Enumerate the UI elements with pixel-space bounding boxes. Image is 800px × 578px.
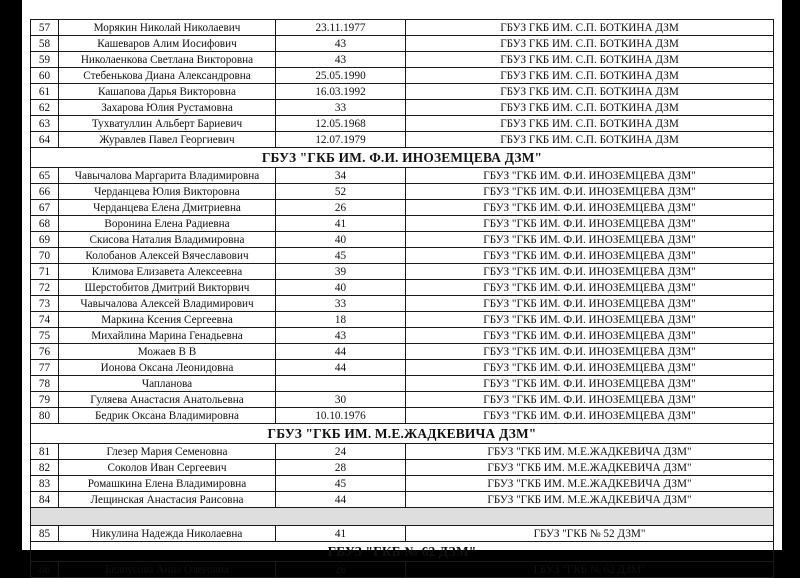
table-row [31, 460, 774, 476]
person-age: 44 [276, 344, 406, 360]
person-name: Морякин Николай Николаевич [59, 20, 276, 36]
person-age: 18 [276, 312, 406, 328]
person-age [276, 376, 406, 392]
row-number: 70 [31, 248, 59, 264]
person-name: Николаенкова Светлана Викторовна [59, 52, 276, 68]
person-name: Ионова Оксана Леонидовна [59, 360, 276, 376]
person-name: Чавычалова Маргарита Владимировна [59, 168, 276, 184]
staff-table [30, 19, 774, 578]
row-number: 73 [31, 296, 59, 312]
person-name: Захарова Юлия Рустамовна [59, 100, 276, 116]
row-number: 84 [31, 492, 59, 508]
person-name: Воронина Елена Радиевна [59, 216, 276, 232]
person-age: 34 [276, 168, 406, 184]
hospital-name: ГБУЗ ГКБ ИМ. С.П. БОТКИНА ДЗМ [406, 36, 774, 52]
row-number: 62 [31, 100, 59, 116]
table-row [31, 312, 774, 328]
person-age: 28 [276, 460, 406, 476]
person-name: Чавычалова Алексей Владимирович [59, 296, 276, 312]
table-row [31, 84, 774, 100]
person-age: 44 [276, 360, 406, 376]
row-number: 66 [31, 184, 59, 200]
person-age: 25.05.1990 [276, 68, 406, 84]
table-row [31, 280, 774, 296]
table-row [31, 408, 774, 424]
row-number: 69 [31, 232, 59, 248]
person-age: 33 [276, 296, 406, 312]
blank-cell [31, 508, 774, 526]
hospital-name: ГБУЗ "ГКБ ИМ. М.Е.ЖАДКЕВИЧА ДЗМ" [406, 460, 774, 476]
table-row [31, 248, 774, 264]
person-name: Гуляева Анастасия Анатольевна [59, 392, 276, 408]
section-title: ГБУЗ "ГКБ ИМ. М.Е.ЖАДКЕВИЧА ДЗМ" [31, 424, 774, 444]
hospital-name: ГБУЗ "ГКБ ИМ. Ф.И. ИНОЗЕМЦЕВА ДЗМ" [406, 360, 774, 376]
person-name: Колобанов Алексей Вячеславович [59, 248, 276, 264]
hospital-name: ГБУЗ ГКБ ИМ. С.П. БОТКИНА ДЗМ [406, 132, 774, 148]
table-row [31, 20, 774, 36]
table-row [31, 444, 774, 460]
row-number: 86 [31, 562, 59, 578]
table-row [31, 52, 774, 68]
person-name: Маркина Ксения Сергеевна [59, 312, 276, 328]
table-row [31, 264, 774, 280]
row-number: 76 [31, 344, 59, 360]
row-number: 59 [31, 52, 59, 68]
hospital-name: ГБУЗ ГКБ ИМ. С.П. БОТКИНА ДЗМ [406, 20, 774, 36]
row-number: 79 [31, 392, 59, 408]
table-row [31, 328, 774, 344]
hospital-name: ГБУЗ "ГКБ ИМ. Ф.И. ИНОЗЕМЦЕВА ДЗМ" [406, 280, 774, 296]
table-row [31, 392, 774, 408]
person-age: 44 [276, 492, 406, 508]
table-row [31, 492, 774, 508]
table-row [31, 200, 774, 216]
hospital-name: ГБУЗ "ГКБ ИМ. М.Е.ЖАДКЕВИЧА ДЗМ" [406, 444, 774, 460]
table-row [31, 116, 774, 132]
person-name: Никулина Надежда Николаевна [59, 526, 276, 542]
hospital-name: ГБУЗ "ГКБ ИМ. Ф.И. ИНОЗЕМЦЕВА ДЗМ" [406, 392, 774, 408]
section-header-row [31, 424, 774, 444]
person-name: Кашеваров Алим Иосифович [59, 36, 276, 52]
row-number: 63 [31, 116, 59, 132]
person-name: Глезер Мария Семеновна [59, 444, 276, 460]
person-age: 26 [276, 200, 406, 216]
person-age: 39 [276, 264, 406, 280]
table-row [31, 132, 774, 148]
section-title: ГБУЗ "ГКБ № 62 ДЗМ" [31, 542, 774, 562]
staff-table-body [31, 20, 774, 578]
document-page [22, 0, 782, 576]
row-number: 78 [31, 376, 59, 392]
table-row [31, 184, 774, 200]
person-age: 40 [276, 232, 406, 248]
person-name: Ромашкина Елена Владимировна [59, 476, 276, 492]
hospital-name: ГБУЗ "ГКБ № 62 ДЗМ" [406, 562, 774, 578]
person-age: 16.03.1992 [276, 84, 406, 100]
hospital-name: ГБУЗ ГКБ ИМ. С.П. БОТКИНА ДЗМ [406, 68, 774, 84]
hospital-name: ГБУЗ ГКБ ИМ. С.П. БОТКИНА ДЗМ [406, 116, 774, 132]
row-number: 83 [31, 476, 59, 492]
person-name: Лещинская Анастасия Раисовна [59, 492, 276, 508]
person-name: Бедрик Оксана Владимировна [59, 408, 276, 424]
hospital-name: ГБУЗ "ГКБ ИМ. М.Е.ЖАДКЕВИЧА ДЗМ" [406, 492, 774, 508]
row-number: 71 [31, 264, 59, 280]
section-header-row [31, 542, 774, 562]
person-age: 43 [276, 52, 406, 68]
hospital-name: ГБУЗ ГКБ ИМ. С.П. БОТКИНА ДЗМ [406, 52, 774, 68]
section-title: ГБУЗ "ГКБ ИМ. Ф.И. ИНОЗЕМЦЕВА ДЗМ" [31, 148, 774, 168]
row-number: 65 [31, 168, 59, 184]
row-number: 80 [31, 408, 59, 424]
row-number: 85 [31, 526, 59, 542]
table-row [31, 232, 774, 248]
table-row [31, 296, 774, 312]
person-name: Журавлев Павел Георгиевич [59, 132, 276, 148]
hospital-name: ГБУЗ "ГКБ ИМ. Ф.И. ИНОЗЕМЦЕВА ДЗМ" [406, 376, 774, 392]
table-row [31, 526, 774, 542]
table-row [31, 344, 774, 360]
person-name: Скисова Наталия Владимировна [59, 232, 276, 248]
person-age: 43 [276, 328, 406, 344]
person-age: 33 [276, 100, 406, 116]
person-name: Черданцева Юлия Викторовна [59, 184, 276, 200]
table-row [31, 360, 774, 376]
hospital-name: ГБУЗ "ГКБ ИМ. Ф.И. ИНОЗЕМЦЕВА ДЗМ" [406, 264, 774, 280]
hospital-name: ГБУЗ "ГКБ ИМ. Ф.И. ИНОЗЕМЦЕВА ДЗМ" [406, 184, 774, 200]
person-age: 26 [276, 562, 406, 578]
table-row [31, 216, 774, 232]
hospital-name: ГБУЗ ГКБ ИМ. С.П. БОТКИНА ДЗМ [406, 100, 774, 116]
table-row [31, 68, 774, 84]
person-age: 43 [276, 36, 406, 52]
hospital-name: ГБУЗ "ГКБ ИМ. М.Е.ЖАДКЕВИЧА ДЗМ" [406, 476, 774, 492]
person-age: 52 [276, 184, 406, 200]
person-age: 41 [276, 526, 406, 542]
row-number: 82 [31, 460, 59, 476]
row-number: 58 [31, 36, 59, 52]
table-row [31, 100, 774, 116]
hospital-name: ГБУЗ "ГКБ ИМ. Ф.И. ИНОЗЕМЦЕВА ДЗМ" [406, 232, 774, 248]
hospital-name: ГБУЗ "ГКБ ИМ. Ф.И. ИНОЗЕМЦЕВА ДЗМ" [406, 312, 774, 328]
hospital-name: ГБУЗ ГКБ ИМ. С.П. БОТКИНА ДЗМ [406, 84, 774, 100]
person-name: Михайлина Марина Генадьевна [59, 328, 276, 344]
person-name: Климова Елизавета Алексеевна [59, 264, 276, 280]
row-number: 81 [31, 444, 59, 460]
blank-row [31, 508, 774, 526]
hospital-name: ГБУЗ "ГКБ ИМ. Ф.И. ИНОЗЕМЦЕВА ДЗМ" [406, 296, 774, 312]
hospital-name: ГБУЗ "ГКБ ИМ. Ф.И. ИНОЗЕМЦЕВА ДЗМ" [406, 328, 774, 344]
person-age: 10.10.1976 [276, 408, 406, 424]
person-age: 12.07.1979 [276, 132, 406, 148]
hospital-name: ГБУЗ "ГКБ ИМ. Ф.И. ИНОЗЕМЦЕВА ДЗМ" [406, 200, 774, 216]
person-name: Черданцева Елена Дмитриевна [59, 200, 276, 216]
row-number: 67 [31, 200, 59, 216]
hospital-name: ГБУЗ "ГКБ ИМ. Ф.И. ИНОЗЕМЦЕВА ДЗМ" [406, 344, 774, 360]
person-age: 40 [276, 280, 406, 296]
row-number: 77 [31, 360, 59, 376]
table-row [31, 476, 774, 492]
person-age: 45 [276, 248, 406, 264]
hospital-name: ГБУЗ "ГКБ ИМ. Ф.И. ИНОЗЕМЦЕВА ДЗМ" [406, 248, 774, 264]
person-name: Чапланова [59, 376, 276, 392]
table-row [31, 168, 774, 184]
person-name: Можаев В В [59, 344, 276, 360]
table-row [31, 562, 774, 578]
hospital-name: ГБУЗ "ГКБ ИМ. Ф.И. ИНОЗЕМЦЕВА ДЗМ" [406, 168, 774, 184]
row-number: 61 [31, 84, 59, 100]
person-name: Тухватуллин Альберт Бариевич [59, 116, 276, 132]
section-header-row [31, 148, 774, 168]
hospital-name: ГБУЗ "ГКБ ИМ. Ф.И. ИНОЗЕМЦЕВА ДЗМ" [406, 408, 774, 424]
row-number: 60 [31, 68, 59, 84]
person-age: 30 [276, 392, 406, 408]
row-number: 74 [31, 312, 59, 328]
table-row [31, 36, 774, 52]
person-age: 23.11.1977 [276, 20, 406, 36]
row-number: 68 [31, 216, 59, 232]
person-age: 12.05.1968 [276, 116, 406, 132]
person-age: 24 [276, 444, 406, 460]
person-age: 45 [276, 476, 406, 492]
row-number: 57 [31, 20, 59, 36]
person-age: 41 [276, 216, 406, 232]
person-name: Соколов Иван Сергеевич [59, 460, 276, 476]
hospital-name: ГБУЗ "ГКБ ИМ. Ф.И. ИНОЗЕМЦЕВА ДЗМ" [406, 216, 774, 232]
person-name: Стебенькова Диана Александровна [59, 68, 276, 84]
hospital-name: ГБУЗ "ГКБ № 52 ДЗМ" [406, 526, 774, 542]
person-name: Шерстобитов Дмитрий Викторвич [59, 280, 276, 296]
row-number: 64 [31, 132, 59, 148]
person-name: Кашапова Дарья Викторовна [59, 84, 276, 100]
table-row [31, 376, 774, 392]
person-name: Белоусова Анна Олеговна [59, 562, 276, 578]
row-number: 72 [31, 280, 59, 296]
row-number: 75 [31, 328, 59, 344]
